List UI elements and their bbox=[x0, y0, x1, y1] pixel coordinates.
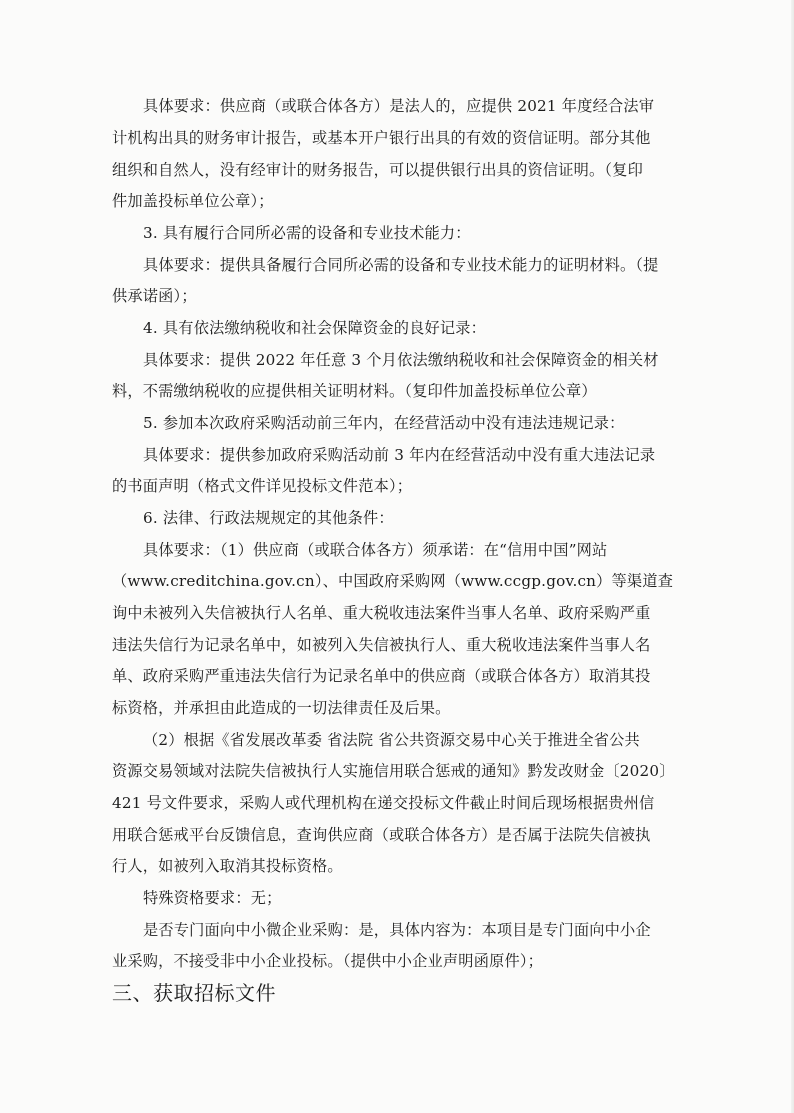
text-line: 3. 具有履行合同所必需的设备和专业技术能力： bbox=[143, 224, 471, 242]
text-line: 具体要求：供应商（或联合体各方）是法人的，应提供 2021 年度经合法审 bbox=[143, 97, 655, 115]
text-line: 组织和自然人，没有经审计的财务报告，可以提供银行出具的资信证明。（复印 bbox=[112, 161, 643, 179]
text-line: 询中未被列入失信被执行人名单、重大税收违法案件当事人名单、政府采购严重 bbox=[112, 604, 651, 622]
text-line: 件加盖投标单位公章）； bbox=[112, 192, 274, 210]
text-line: 5. 参加本次政府采购活动前三年内，在经营活动中没有违法违规记录： bbox=[143, 414, 625, 432]
text-line: （www.creditchina.gov.cn）、中国政府采购网（www.ccgp.gov.cn）等渠道查 bbox=[112, 572, 674, 590]
text-line: 具体要求：提供 2022 年任意 3 个月依法缴纳税收和社会保障资金的相关材 bbox=[143, 351, 659, 369]
text-line: 具体要求：提供具备履行合同所必需的设备和专业技术能力的证明材料。（提 bbox=[143, 256, 659, 274]
text-line: 标资格，并承担由此造成的一切法律责任及后果。 bbox=[112, 699, 451, 717]
section-heading: 三、获取招标文件 bbox=[112, 981, 276, 1005]
text-line: 资源交易领域对法院失信被执行人实施信用联合惩戒的通知》黔发改财金〔2020〕 bbox=[112, 762, 675, 780]
text-line: 是否专门面向中小微企业采购：是，具体内容为：本项目是专门面向中小企 bbox=[143, 921, 651, 939]
text-line: 具体要求：提供参加政府采购活动前 3 年内在经营活动中没有重大违法记录 bbox=[143, 446, 656, 464]
text-line: 的书面声明（格式文件详见投标文件范本）； bbox=[112, 477, 413, 495]
text-line: 计机构出具的财务审计报告，或基本开户银行出具的有效的资信证明。部分其他 bbox=[112, 129, 651, 147]
text-line: 料，不需缴纳税收的应提供相关证明材料。（复印件加盖投标单位公章） bbox=[112, 382, 597, 400]
text-line: 用联合惩戒平台反馈信息，查询供应商（或联合体各方）是否属于法院失信被执 bbox=[112, 826, 651, 844]
text-line: 行人，如被列入取消其投标资格。 bbox=[112, 857, 343, 875]
text-line: 4. 具有依法缴纳税收和社会保障资金的良好记录： bbox=[143, 319, 487, 337]
text-line: 违法失信行为记录名单中，如被列入失信被执行人、重大税收违法案件当事人名 bbox=[112, 636, 651, 654]
text-line: 供承诺函）； bbox=[112, 287, 197, 305]
text-line: 421 号文件要求，采购人或代理机构在递交投标文件截止时间后现场根据贵州信 bbox=[112, 794, 655, 812]
text-line: 6. 法律、行政法规规定的其他条件： bbox=[143, 509, 394, 527]
text-line: 业采购，不接受非中小企业投标。（提供中小企业声明函原件）； bbox=[112, 952, 544, 970]
text-line: 单、政府采购严重违法失信行为记录名单中的供应商（或联合体各方）取消其投 bbox=[112, 667, 651, 685]
text-line: 特殊资格要求：无； bbox=[143, 889, 282, 907]
text-line: （2）根据《省发展改革委 省法院 省公共资源交易中心关于推进全省公共 bbox=[143, 731, 640, 749]
text-line: 具体要求：（1）供应商（或联合体各方）须承诺：在“信用中国”网站 bbox=[143, 541, 608, 559]
